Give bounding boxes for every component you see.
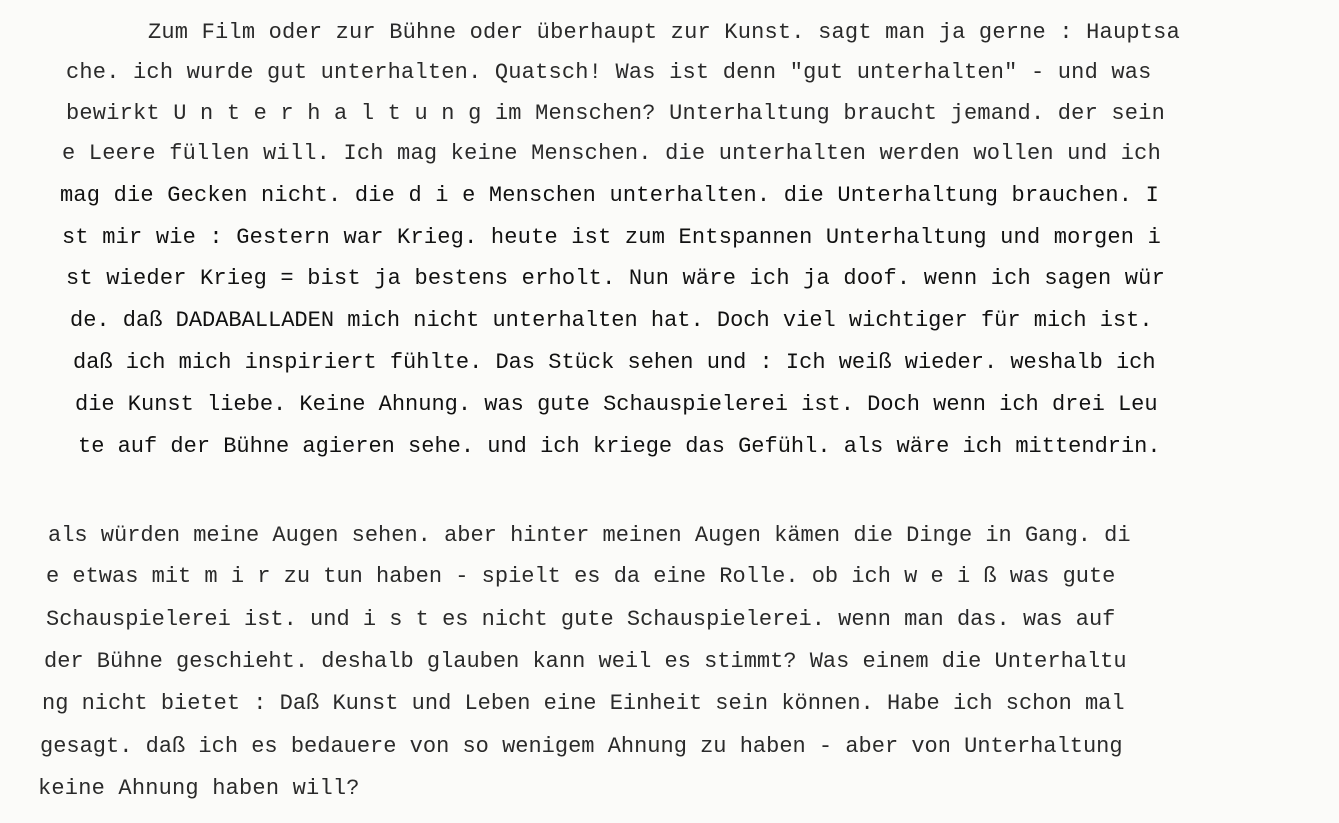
text-line: keine Ahnung haben will? xyxy=(38,776,360,801)
text-line: che. ich wurde gut unterhalten. Quatsch! Was ist denn "gut unterhalten" - und was xyxy=(66,60,1152,85)
text-line: Zum Film oder zur Bühne oder überhaupt zur Kunst. sagt man ja gerne : Hauptsa xyxy=(148,20,1180,45)
text-line: e Leere füllen will. Ich mag keine Menschen. die unterhalten werden wollen und ich xyxy=(62,141,1161,166)
text-line: ng nicht bietet : Daß Kunst und Leben eine Einheit sein können. Habe ich schon mal xyxy=(42,691,1125,716)
text-line: der Bühne geschieht. deshalb glauben kann weil es stimmt? Was einem die Unterhaltu xyxy=(44,649,1127,674)
text-line: gesagt. daß ich es bedauere von so wenigem Ahnung zu haben - aber von Unterhaltung xyxy=(40,734,1123,759)
text-line: e etwas mit m i r zu tun haben - spielt es da eine Rolle. ob ich w e i ß was gute xyxy=(46,564,1116,589)
text-line: st wieder Krieg = bist ja bestens erholt. Nun wäre ich ja doof. wenn ich sagen wür xyxy=(66,266,1165,291)
text-line: Schauspielerei ist. und i s t es nicht gute Schauspielerei. wenn man das. was auf xyxy=(46,607,1116,632)
text-line: mag die Gecken nicht. die d i e Menschen unterhalten. die Unterhaltung brauchen. I xyxy=(60,183,1159,208)
text-line: als würden meine Augen sehen. aber hinter meinen Augen kämen die Dinge in Gang. di xyxy=(48,523,1131,548)
text-line: st mir wie : Gestern war Krieg. heute ist zum Entspannen Unterhaltung und morgen i xyxy=(62,225,1161,250)
text-line: te auf der Bühne agieren sehe. und ich kriege das Gefühl. als wäre ich mittendrin. xyxy=(78,434,1161,459)
text-line: de. daß DADABALLADEN mich nicht unterhalten hat. Doch viel wichtiger für mich ist. xyxy=(70,308,1153,333)
text-line: die Kunst liebe. Keine Ahnung. was gute Schauspielerei ist. Doch wenn ich drei Leu xyxy=(75,392,1158,417)
text-line: daß ich mich inspiriert fühlte. Das Stück sehen und : Ich weiß wieder. weshalb ich xyxy=(73,350,1156,375)
text-line: bewirkt U n t e r h a l t u n g im Menschen? Unterhaltung braucht jemand. der sein xyxy=(66,101,1165,126)
